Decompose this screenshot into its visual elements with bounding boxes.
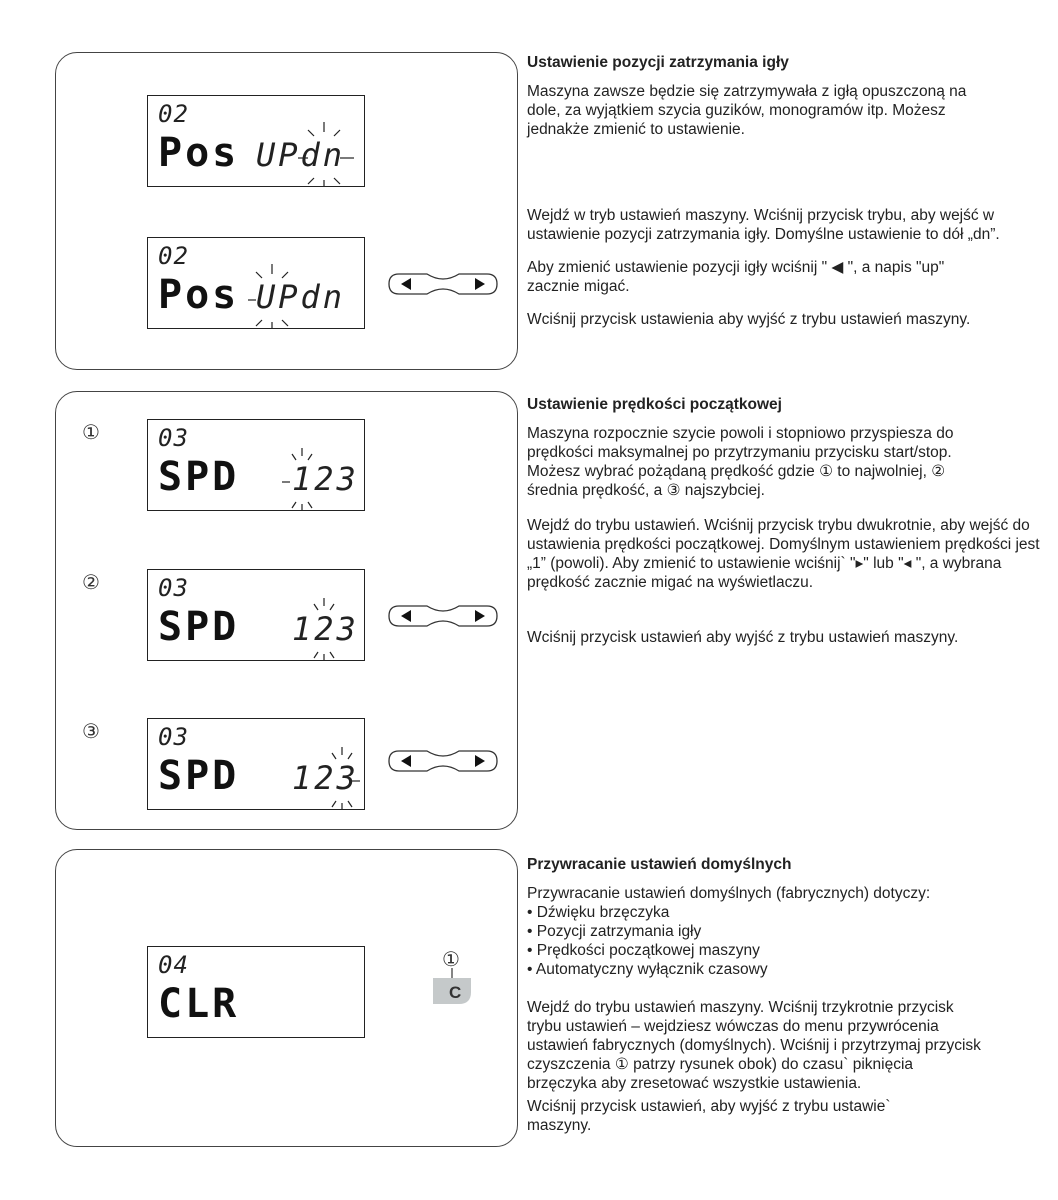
needle-position-text [527,53,1047,149]
paragraph: Wciśnij przycisk ustawień, aby wyjść z trybu ustawie` maszyny. [527,1098,891,1134]
blink-indicator-icon [326,719,366,811]
start-speed-text [527,395,1047,657]
lcd-main-text: SPD [158,753,240,799]
blink-indicator-icon [248,238,308,330]
blink-indicator-icon [296,96,356,188]
clear-button-label: C [449,983,462,1002]
marker-1: ① [82,420,100,444]
lcd-sub-text: 123 [292,759,359,797]
list-item: • Dźwięku brzęczyka [527,904,670,921]
blink-indicator-icon [306,570,346,662]
lcd-main-text: SPD [158,454,240,500]
lcd-mode-number: 03 [158,723,189,751]
lcd-display-spd-3 [147,718,365,810]
lcd-display-pos-dn [147,95,365,187]
section-title: Ustawienie prędkości początkowej [527,396,782,413]
paragraph: Wejdź do trybu ustawień maszyny. Wciśnij trzykrotnie przycisk trybu ustawień – wejdziesz wówczas do menu przywrócenia ustawień fabrycznych (domyślnych). Wciśnij i przytrzymaj przycisk czyszczenia ① patrzy rysunek obok) do czasu` piknięcia brzęczyka aby zresetować wszystkie ustawienia. [527,999,981,1092]
lcd-sub-text: UPdn [256,278,346,316]
lcd-sub-text: 123 [292,460,359,498]
paragraph: Wejdź do trybu ustawień. Wciśnij przycisk trybu dwukrotnie, aby wejść do ustawienia prędkości początkowej. Domyślnym ustawieniem prędkości jest „1” (powoli). Aby zmienić to ustawienie wciśnij` "▸" lub "◂ ", a wybrana prędkość zacznie migać na wyświetlaczu. [527,517,1040,591]
paragraph: Możesz wybrać pożądaną prędkość gdzie ① to najwolniej, ② średnia prędkość, a ③ najszybciej. [527,463,946,499]
left-right-buttons-icon [387,272,499,296]
left-right-buttons-icon [387,604,499,628]
marker-2: ② [82,570,100,594]
paragraph: Wejdź w tryb ustawień maszyny. Wciśnij przycisk trybu, aby wejść w ustawienie pozycji zatrzymania igły. Domyślne ustawienie to dół „dn”. [527,207,1000,243]
lcd-mode-number: 03 [158,424,189,452]
needle-position-steps [527,206,1047,339]
marker-3: ③ [82,719,100,743]
left-right-buttons-icon [387,749,499,773]
marker-1: ① [442,947,460,971]
paragraph: Przywracanie ustawień domyślnych (fabrycznych) dotyczy: [527,885,931,902]
lcd-display-spd-2 [147,569,365,661]
paragraph: Maszyna rozpocznie szycie powoli i stopniowo przyspiesza do prędkości maksymalnej po przytrzymaniu przycisku start/stop. [527,425,954,461]
lcd-main-text: CLR [158,981,240,1027]
lcd-mode-number: 03 [158,574,189,602]
list-item: • Pozycji zatrzymania igły [527,923,702,940]
lcd-mode-number: 02 [158,242,189,270]
lcd-sub-text: 123 [292,610,359,648]
lcd-display-pos-up [147,237,365,329]
lcd-main-text: Pos [158,272,240,318]
lcd-mode-number: 02 [158,100,189,128]
lcd-mode-number: 04 [158,951,189,979]
reset-items-list [527,903,1047,979]
section-title: Przywracanie ustawień domyślnych [527,856,792,873]
lcd-display-spd-1 [147,419,365,511]
paragraph: Aby zmienić ustawienie pozycji igły wciśnij " ◀ ", a napis "up" zacznie migać. [527,259,945,295]
lcd-sub-text: UPdn [256,136,346,174]
lcd-display-clr [147,946,365,1038]
section-title: Ustawienie pozycji zatrzymania igły [527,54,789,71]
paragraph: Wciśnij przycisk ustawienia aby wyjść z trybu ustawień maszyny. [527,311,971,328]
list-item: • Prędkości początkowej maszyny [527,942,760,959]
factory-reset-text [527,855,1047,1145]
paragraph: Wciśnij przycisk ustawień aby wyjść z trybu ustawień maszyny. [527,629,959,646]
clear-button-icon [427,968,477,1008]
blink-indicator-icon [280,420,320,512]
list-item: • Automatyczny wyłącznik czasowy [527,961,768,978]
paragraph: Maszyna zawsze będzie się zatrzymywała z igłą opuszczoną na dole, za wyjątkiem szycia guzików, monogramów itp. Możesz jednakże zmienić to ustawienie. [527,83,967,138]
lcd-main-text: Pos [158,130,240,176]
lcd-main-text: SPD [158,604,240,650]
